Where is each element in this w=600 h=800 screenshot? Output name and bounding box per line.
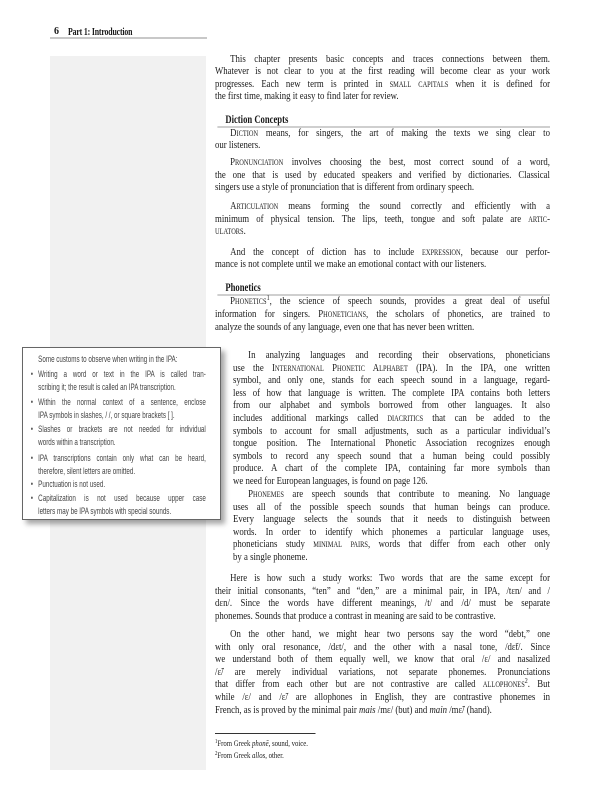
text-run: On the other hand, we might hear two persons say the word “debt,” one bbox=[230, 628, 550, 640]
footnote-marker: 2 bbox=[524, 676, 528, 686]
text-line bbox=[215, 295, 550, 308]
text-run: means, for singers, the art of making the texts we sing clear to bbox=[258, 126, 550, 139]
small-caps-term: Articulation bbox=[230, 200, 279, 212]
bullet-icon: • bbox=[30, 453, 34, 463]
sidebar-intro: Some customs to observe when writing in the IPA: bbox=[38, 354, 178, 365]
small-caps-term: Phonetics bbox=[230, 295, 267, 308]
small-caps-term: allophones bbox=[482, 678, 525, 691]
text-run: tongue position. The International Phonetic Association recognizes enough bbox=[233, 437, 550, 450]
sidebar-list-item bbox=[31, 452, 206, 478]
text-line bbox=[215, 90, 550, 103]
text-line bbox=[215, 156, 550, 169]
text-line bbox=[233, 462, 550, 475]
text-run: by a single phoneme. bbox=[233, 550, 308, 563]
text-run: phoneticians study bbox=[233, 538, 314, 551]
footnote bbox=[215, 738, 308, 748]
paragraph bbox=[233, 488, 550, 564]
text-run: words. In order to identify which phonemes a particular language uses, bbox=[233, 525, 550, 538]
sidebar-list-item bbox=[31, 396, 206, 422]
text-line bbox=[233, 399, 550, 412]
footnote-marker: 1 bbox=[266, 293, 270, 303]
text-run: we understand both of them equally well, we know that oral /ɛ/ and nasalized bbox=[215, 653, 550, 666]
text-run: the one that is used by educated speakers and verified by dictionaries. Classical bbox=[215, 168, 550, 181]
small-caps-term: Pronunciation bbox=[230, 156, 284, 168]
text-run: dɛn/. Since the words have different meanings, /t/ and /d/ must be separate bbox=[215, 597, 550, 610]
sidebar-item-line: scribing it; the result is called an IPA transcription. bbox=[38, 382, 176, 393]
text-run: singers use a style of pronunciation that is different from ordinary speech. bbox=[215, 181, 475, 194]
text-line bbox=[215, 258, 550, 271]
text-line bbox=[233, 501, 550, 514]
text-line bbox=[215, 308, 550, 321]
text-run: . bbox=[243, 225, 246, 238]
italic-term: main bbox=[429, 703, 448, 716]
italic-term: allos bbox=[252, 750, 266, 760]
text-run: produce. A chart of the complete IPA, containing far more symbols than bbox=[233, 462, 550, 475]
text-run: analyze the sounds of any language, even one that has never been written. bbox=[215, 320, 475, 333]
text-run: In analyzing languages and recording their observations, phoneticians bbox=[248, 349, 550, 361]
text-line bbox=[215, 213, 550, 226]
running-head-title: Part 1: Introduction bbox=[68, 27, 133, 38]
text-run: , the scholars of phonetics, are trained to bbox=[366, 307, 550, 320]
text-run: /ɛ̃/ are merely individual variations, not separate phonemes. Pronunciations bbox=[215, 665, 550, 678]
sidebar-item-line: IPA transcriptions contain only what can be heard, bbox=[38, 453, 206, 464]
text-run: , sound, voice. bbox=[268, 738, 308, 748]
sidebar-item-line: Writing a word or text in the IPA is called tran- bbox=[38, 369, 206, 380]
paragraph bbox=[215, 200, 550, 238]
sidebar-list-item bbox=[31, 492, 206, 518]
footnote bbox=[215, 750, 284, 760]
footnote-divider bbox=[215, 733, 315, 734]
footnote-marker: 1 bbox=[215, 739, 218, 745]
text-run: , words that differ from each other only bbox=[367, 538, 550, 551]
text-run: And the concept of diction has to include bbox=[230, 245, 422, 258]
ipa-customs-sidebar-box bbox=[22, 347, 221, 520]
text-run: minimum of physical tension. The lips, teeth, tongue and soft palate are bbox=[215, 212, 529, 225]
text-run: with only oral resonance, /dɛt/, and the other with a nasal tone, /dɛ̃t/. Since bbox=[215, 640, 550, 653]
sidebar-list-item bbox=[31, 423, 206, 449]
text-line bbox=[215, 65, 550, 78]
paragraph bbox=[215, 127, 550, 152]
bullet-icon: • bbox=[30, 397, 34, 407]
text-run: their initial consonants, “ten” and “den,” are a minimal pair, in IPA, /tɛn/ and / bbox=[215, 584, 550, 597]
text-line bbox=[215, 628, 550, 641]
text-run: uses all of the possible speech sounds that human beings can produce. bbox=[233, 500, 550, 513]
small-caps-term: Diction bbox=[230, 126, 259, 139]
text-line bbox=[233, 437, 550, 450]
text-run: our listeners. bbox=[215, 139, 261, 152]
text-run: we need for European languages, is found on page 126. bbox=[233, 474, 428, 487]
text-run: involves choosing the best, most correct sound of a word, bbox=[283, 156, 550, 168]
small-caps-term: diacritics bbox=[387, 411, 424, 424]
sidebar-item-line: Punctuation is not used. bbox=[38, 479, 106, 490]
text-run: progresses. Each new term is printed in bbox=[215, 77, 390, 90]
italic-term: phonē bbox=[252, 738, 269, 748]
text-line bbox=[233, 551, 550, 564]
text-run: , other. bbox=[265, 750, 284, 760]
paragraph bbox=[215, 246, 550, 271]
text-line bbox=[233, 374, 550, 387]
text-run: , because our perfor- bbox=[460, 245, 550, 258]
paragraph bbox=[215, 295, 550, 333]
text-line bbox=[215, 597, 550, 610]
text-run: use the bbox=[233, 361, 273, 374]
text-run: phonemes. Sounds that produce a contrast in meaning are said to be contrastive. bbox=[215, 609, 496, 622]
text-line bbox=[233, 450, 550, 463]
bullet-icon: • bbox=[30, 493, 34, 503]
text-run: while /ɛ/ and /ɛ̃/ are allophones in English, they are contrastive phonemes in bbox=[215, 690, 550, 703]
text-run: /mɛ/ (but) and bbox=[375, 703, 430, 716]
small-caps-term: International Phonetic Alphabet bbox=[272, 361, 408, 374]
text-line bbox=[215, 585, 550, 598]
text-run: from our alphabet and symbols borrowed from other languages. It also bbox=[233, 399, 550, 412]
footnote-marker: 2 bbox=[215, 751, 218, 757]
sidebar-item-line: letters may be IPA symbols with special sounds. bbox=[38, 506, 172, 517]
text-run: . But bbox=[527, 678, 550, 691]
text-line bbox=[233, 349, 550, 362]
sidebar-item-line: IPA symbols in slashes, / /, or square brackets [ ]. bbox=[38, 410, 175, 421]
text-run: symbols to record any speech sound that a human being could possibly bbox=[233, 449, 550, 462]
text-run: /mɛ̃/ (hand). bbox=[447, 703, 492, 716]
text-run: This chapter presents basic concepts and traces connections between them. bbox=[230, 52, 550, 65]
text-run: From Greek bbox=[217, 738, 253, 748]
bullet-icon: • bbox=[30, 369, 34, 379]
sidebar-item-line: Slashes or brackets are not needed for individual bbox=[38, 424, 206, 435]
text-line bbox=[215, 181, 550, 194]
small-caps-term: expression bbox=[421, 245, 461, 258]
text-run: when it is defined for bbox=[448, 77, 551, 90]
text-run: that can be added to the bbox=[423, 411, 550, 424]
text-run: (IPA). In the IPA, one written bbox=[407, 361, 550, 374]
small-caps-term: Phoneticians bbox=[318, 307, 367, 320]
small-caps-term: minimal pairs bbox=[313, 538, 368, 551]
text-line bbox=[215, 169, 550, 182]
small-caps-term: Phonemes bbox=[248, 488, 284, 500]
text-line bbox=[215, 321, 550, 334]
small-caps-term: artic- bbox=[528, 212, 550, 225]
small-caps-term: ulators bbox=[215, 225, 244, 238]
sidebar-box-content bbox=[23, 348, 214, 519]
text-run: the first time, making it easy to find later for review. bbox=[215, 90, 399, 103]
sidebar-item-line: therefore, silent letters are omitted. bbox=[38, 466, 136, 477]
text-line bbox=[215, 610, 550, 623]
text-run: Here is how such a study works: Two words that are the same except for bbox=[230, 572, 550, 584]
text-line bbox=[215, 653, 550, 666]
text-run: are speech sounds that contribute to meaning. No language bbox=[283, 488, 550, 500]
text-run: includes additional markings called bbox=[233, 411, 388, 424]
small-caps-term: small capitals bbox=[389, 77, 449, 90]
text-line bbox=[215, 678, 550, 691]
italic-term: mais bbox=[359, 703, 376, 716]
text-line bbox=[233, 387, 550, 400]
text-line bbox=[215, 225, 550, 238]
text-line bbox=[233, 513, 550, 526]
paragraph bbox=[215, 628, 550, 716]
text-line bbox=[215, 200, 550, 213]
text-run: means forming the sound correctly and efficiently with a bbox=[278, 200, 550, 212]
text-line bbox=[215, 127, 550, 140]
text-line bbox=[215, 139, 550, 152]
sidebar-item-line: Capitalization is not used because upper case bbox=[38, 493, 206, 504]
text-run: Whatever is not clear to you at the first reading will become clear as your work bbox=[215, 65, 550, 78]
text-run: that differ from each other but are not contrastive are called bbox=[215, 678, 483, 691]
text-run: mance is not complete until we make an emotional contact with our listeners. bbox=[215, 258, 487, 271]
main-text-column bbox=[215, 0, 550, 800]
text-run: information for singers. bbox=[215, 307, 319, 320]
sidebar-list-item bbox=[31, 368, 206, 394]
text-line bbox=[233, 488, 550, 501]
text-line bbox=[233, 526, 550, 539]
paragraph bbox=[215, 53, 550, 103]
paragraph bbox=[215, 156, 550, 194]
text-line bbox=[233, 362, 550, 375]
text-run: Every language selects the sounds that it needs to distinguish between bbox=[233, 513, 550, 526]
text-run: , the science of speech sounds, provides a great deal of useful bbox=[269, 295, 550, 308]
section-heading-text: Phonetics bbox=[225, 280, 261, 294]
text-line bbox=[215, 53, 550, 66]
text-run: less of how that language is written. The complete IPA contains both letters bbox=[233, 386, 550, 399]
text-run: symbols to account for small adjustments, such as a particular individual’s bbox=[233, 424, 550, 437]
text-line bbox=[233, 412, 550, 425]
text-line bbox=[215, 246, 550, 259]
page-number: 6 bbox=[54, 26, 59, 37]
text-line bbox=[215, 666, 550, 679]
text-run: symbol, and only one, stands for each speech sound in a language, regard- bbox=[233, 374, 550, 387]
text-line bbox=[233, 538, 550, 551]
paragraph bbox=[215, 572, 550, 622]
text-line bbox=[215, 78, 550, 91]
text-line bbox=[233, 475, 550, 488]
running-head bbox=[50, 27, 207, 39]
text-run: French, as is proved by the minimal pair bbox=[215, 703, 360, 716]
text-line bbox=[215, 704, 550, 717]
bullet-icon: • bbox=[30, 479, 34, 489]
sidebar-item-line: words within a transcription. bbox=[38, 437, 116, 448]
bullet-icon: • bbox=[30, 424, 34, 434]
sidebar-item-line: Within the normal context of a sentence, enclose bbox=[38, 397, 206, 408]
section-heading-text: Diction Concepts bbox=[225, 112, 289, 126]
text-line bbox=[215, 691, 550, 704]
sidebar-list-item bbox=[31, 478, 206, 491]
paragraph bbox=[233, 349, 550, 488]
text-line bbox=[233, 425, 550, 438]
text-run: From Greek bbox=[217, 750, 253, 760]
text-line bbox=[215, 572, 550, 585]
text-line bbox=[215, 641, 550, 654]
